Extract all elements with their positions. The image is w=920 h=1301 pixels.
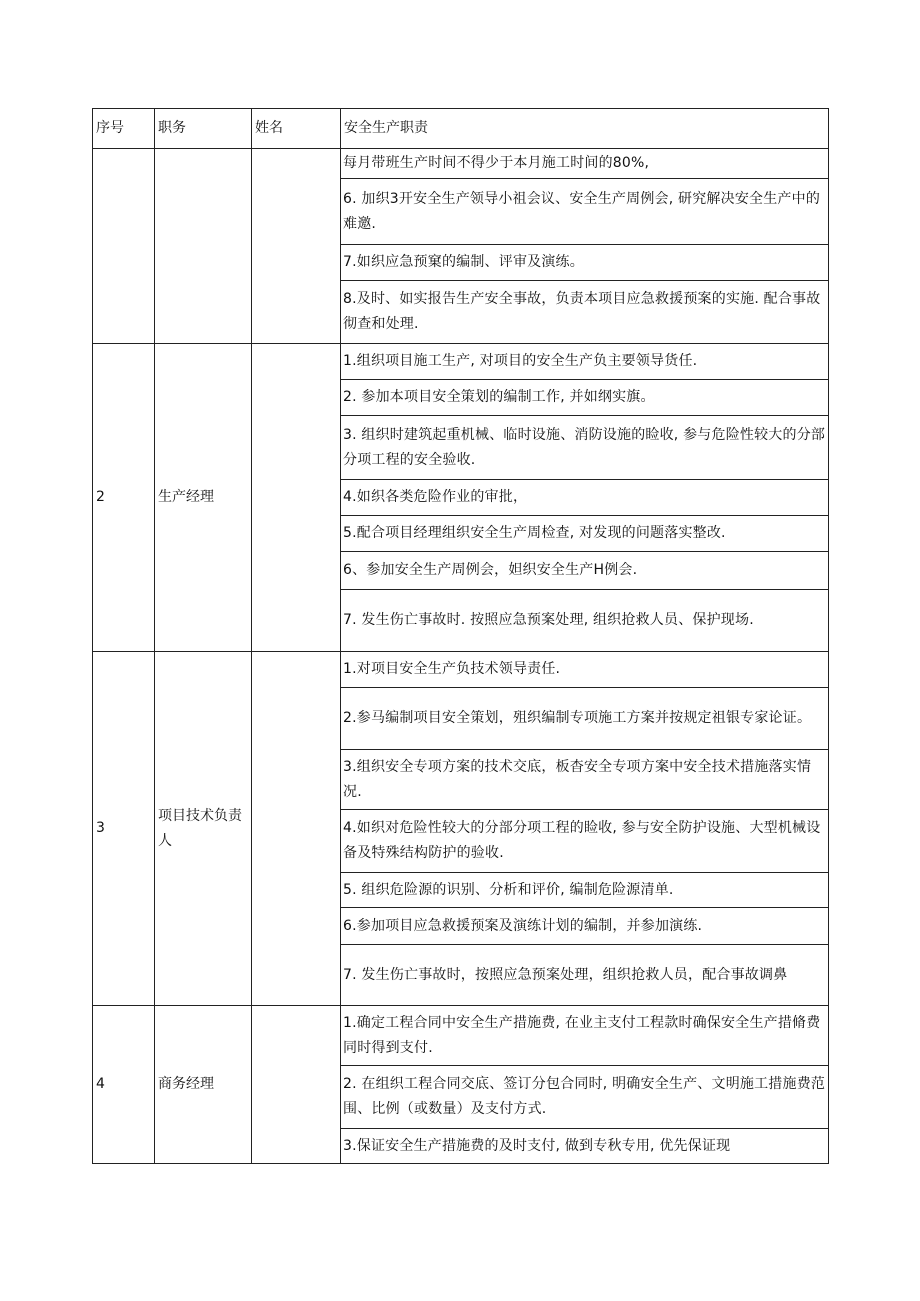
table-row (93, 1006, 829, 1066)
row-no (93, 149, 155, 344)
duty-item: 4.如织各类危险作业的审批， (341, 480, 829, 516)
row-position: 生产经理 (155, 344, 252, 652)
duty-item: 5. 组织危险源的识别、分析和评价, 编制危险源清单. (341, 873, 829, 908)
duty-item: 7.如织应急预窠的编制、评审及演练。 (341, 245, 829, 281)
duty-item: 8.及时、如实报告生产安全事故，负责本项目应急救援预案的实施. 配合事故彻查和处理. (341, 281, 829, 344)
header-name: 姓名 (252, 109, 341, 149)
duty-item: 3.组织安全专项方案的技术交底，板杳安全专项方案中安全技术措施落实情况. (341, 750, 829, 810)
duty-item: 每月带班生产时间不得少于本月施工时间的80%, (341, 149, 829, 179)
row-position: 商务经理 (155, 1006, 252, 1164)
duty-item: 6. 加织3开安全生产领导小祖会议、安全生产周例会, 研究解决安全生产中的难邀. (341, 179, 829, 245)
duty-item: 1.组织项目施工生产, 对项目的安全生产负主要领导货任. (341, 344, 829, 380)
duty-item: 3.保证安全生产措施费的及时支付, 做到专秋专用, 优先保证现 (341, 1129, 829, 1164)
duty-item: 2.参马编制项目安全策划，殂织编制专项施工方案并按规定祖银专家论证。 (341, 688, 829, 750)
row-no: 4 (93, 1006, 155, 1164)
duty-item: 1.对项目安全生产负技术领导责任. (341, 652, 829, 688)
duty-item: 3. 组织时建筑起重机械、临时设施、消防设施的睑收, 参与危险性较大的分部分项工程的安全验收. (341, 416, 829, 480)
duty-item: 1.确定工程合同中安全生产措施费, 在业主支付工程款时确保安全生产措脩费同时得到支付. (341, 1006, 829, 1066)
table-header-row (93, 109, 829, 149)
row-position: 项目技术负责人 (155, 652, 252, 1006)
row-no: 3 (93, 652, 155, 1006)
duty-item: 7. 发生伤亡事故时. 按照应急预案处理, 组织抢救人员、保护现场. (341, 590, 829, 652)
header-duty: 安全生产职责 (341, 109, 829, 149)
duty-item: 6、参加安全生产周例会，妲织安全生产H例会. (341, 552, 829, 590)
duty-item: 4.如织对危险性较大的分部分项工程的睑收, 参与安全防护设施、大型机械设备及特殊结构防护的验收. (341, 810, 829, 873)
table-row (93, 344, 829, 380)
header-position: 职务 (155, 109, 252, 149)
safety-duty-table (92, 108, 829, 1164)
row-position (155, 149, 252, 344)
table-row (93, 149, 829, 179)
duty-item: 2. 参加本项目安全策划的编制工作, 并如纲实旗。 (341, 380, 829, 416)
duty-item: 2. 在组织工程合同交底、签订分包合同时, 明确安全生产、文明施工措施费范围、比例（或数量）及支付方式. (341, 1066, 829, 1129)
table-row (93, 652, 829, 688)
duty-item: 7. 发生伤亡事故时，按照应急预案处理，组织抢救人员，配合事故调鼻 (341, 945, 829, 1006)
row-name (252, 344, 341, 652)
header-no: 序号 (93, 109, 155, 149)
row-name (252, 1006, 341, 1164)
row-name (252, 652, 341, 1006)
duty-item: 5.配合项目经理组织安全生产周检查, 对发现的问题落实整改. (341, 516, 829, 552)
row-name (252, 149, 341, 344)
duty-item: 6.参加项目应急救援预案及演练计划的编制，并参加演练. (341, 908, 829, 945)
row-no: 2 (93, 344, 155, 652)
